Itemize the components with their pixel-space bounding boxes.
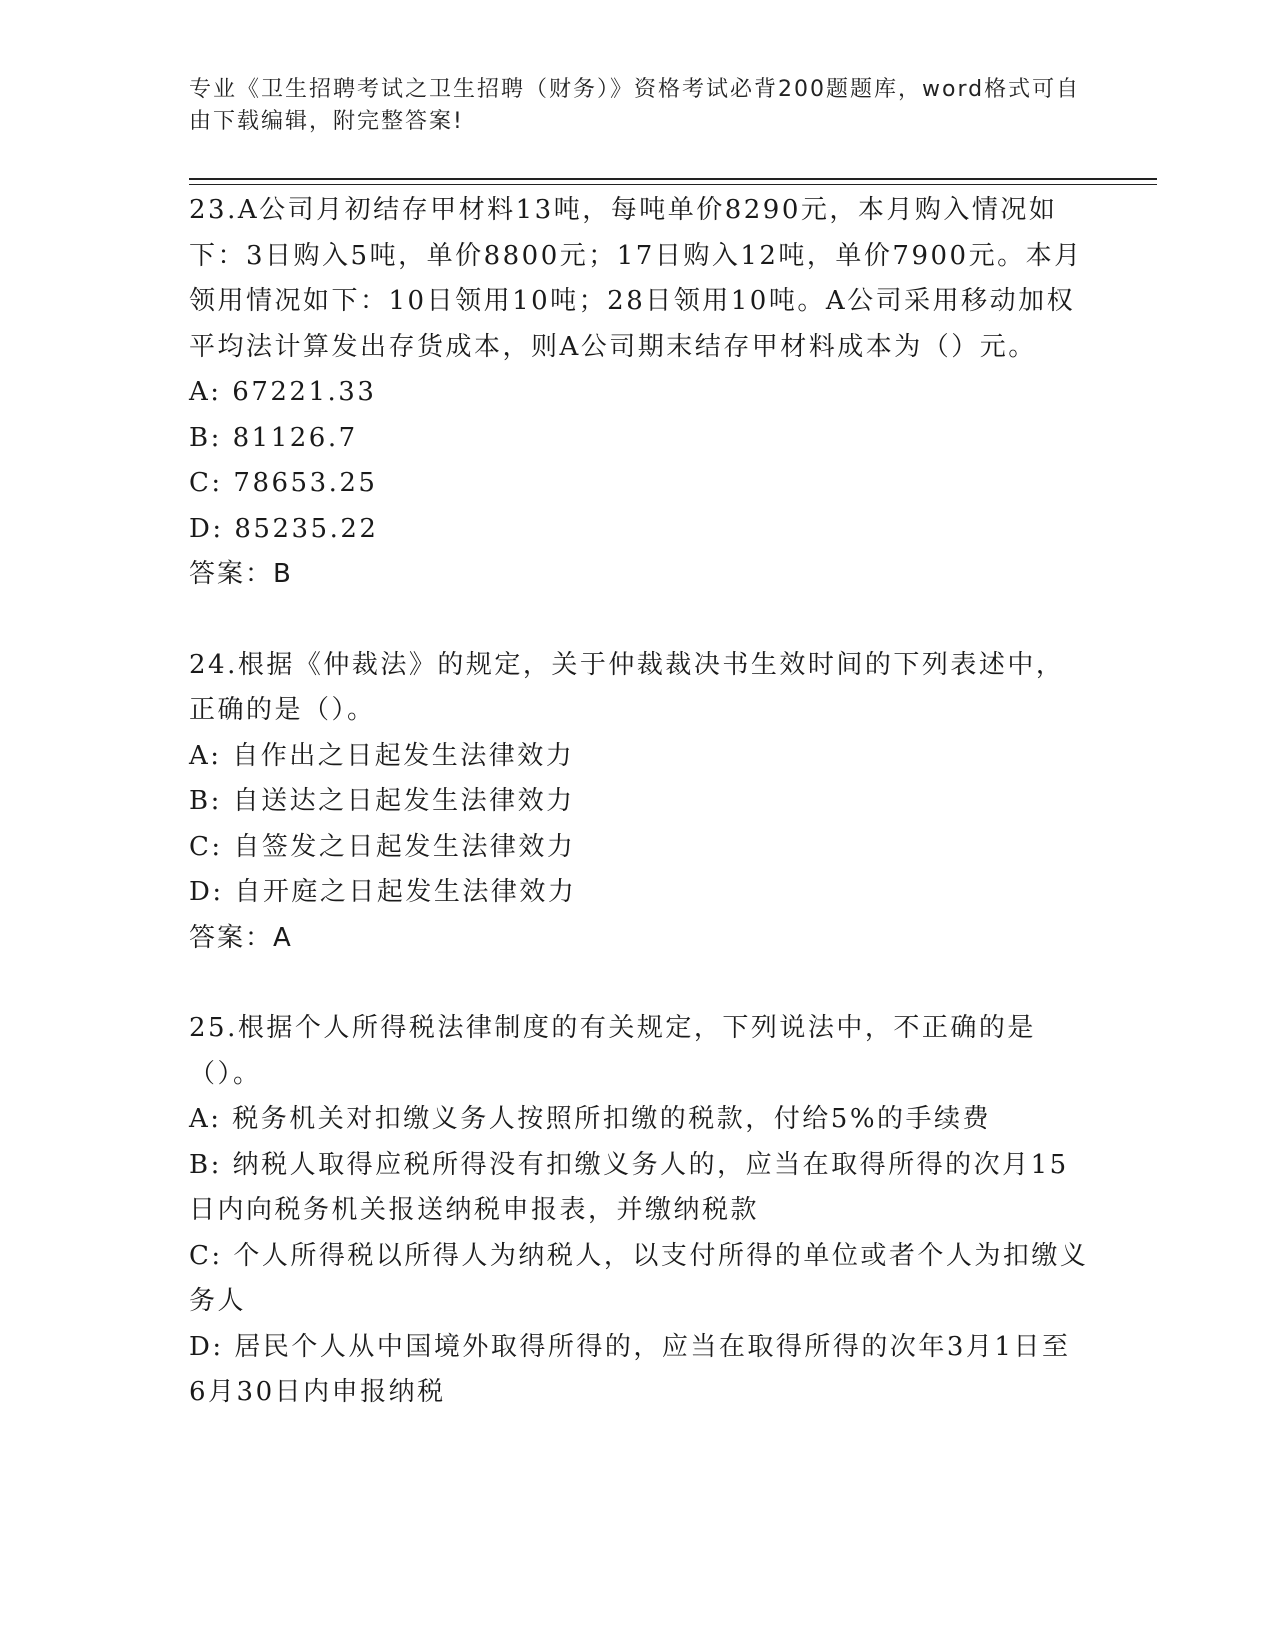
answer-label: 答案：B [189,559,293,589]
header-divider-thin [189,184,1157,185]
option-b: B: 81126.7 [189,422,358,453]
option-a: A: 税务机关对扣缴义务人按照所扣缴的税款，付给5%的手续费 [189,1104,992,1134]
option-d: D: 居民个人从中国境外取得所得的，应当在取得所得的次年3月1日至6月30日内申报纳税 [189,1331,1071,1407]
question-stem: 23.A公司月初结存甲材料13吨，每吨单价8290元，本月购入情况如下：3日购入5吨，单价8800元；17日购入12吨，单价7900元。本月领用情况如下：10日领用10吨；28日领用10吨。A公司采用移动加权平均法计算发出存货成本，则A公司期末结存甲材料成本为（）元。 [189,195,1083,362]
question-24 [189,643,1089,962]
question-25 [189,1006,1089,1416]
spacer [189,961,1089,1006]
option-d: D: 85235.22 [189,513,379,544]
option-b: B: 自送达之日起发生法律效力 [189,786,575,816]
answer-label: 答案：A [189,922,293,953]
option-b: B: 纳税人取得应税所得没有扣缴义务人的，应当在取得所得的次月15日内向税务机关报送纳税申报表，并缴纳税款 [189,1149,1069,1225]
option-c: C: 78653.25 [189,468,378,498]
option-c: C: 自签发之日起发生法律效力 [189,831,576,862]
option-c: C: 个人所得税以所得人为纳税人，以支付所得的单位或者个人为扣缴义务人 [189,1240,1089,1316]
spacer [189,598,1089,643]
question-23 [189,188,1089,598]
question-stem: 24.根据《仲裁法》的规定，关于仲裁裁决书生效时间的下列表述中，正确的是（）。 [189,649,1065,725]
option-a: A: 67221.33 [189,377,377,407]
header-divider-thick [189,178,1157,180]
document-header: 专业《卫生招聘考试之卫生招聘（财务）》资格考试必背200题题库，word格式可自由下载编辑，附完整答案! [189,77,1081,134]
option-d: D: 自开庭之日起发生法律效力 [189,877,577,907]
option-a: A: 自作出之日起发生法律效力 [189,740,575,771]
question-list [189,188,1089,1416]
question-stem: 25.根据个人所得税法律制度的有关规定，下列说法中，不正确的是（）。 [189,1013,1036,1089]
